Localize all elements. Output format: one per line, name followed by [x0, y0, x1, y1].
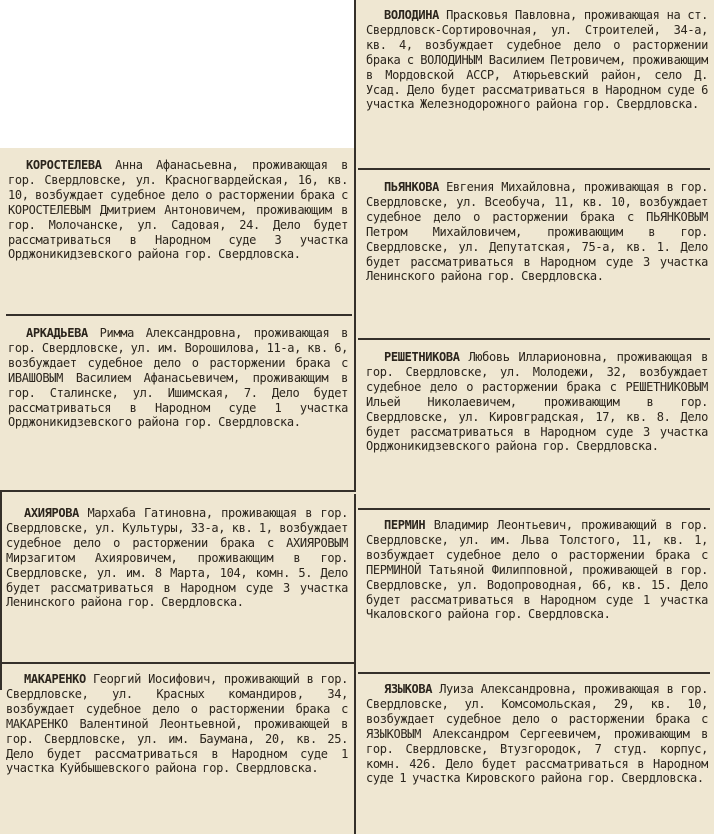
- notice-surname: РЕШЕТНИКОВА: [384, 350, 460, 364]
- notice-korosteleva: [8, 158, 348, 308]
- notice-surname: ЯЗЫКОВА: [384, 682, 433, 696]
- notice-surname: ПЬЯНКОВА: [384, 180, 439, 194]
- notice-surname: КОРОСТЕЛЕВА: [26, 158, 102, 172]
- notice-makarenko: [6, 672, 348, 824]
- notice-body: Любовь Илларионовна, проживающая в гор. Свердловске, ул. Молодежи, 32, возбуждает судебное дело о расторжении брака с РЕШЕТНИКОВЫМ Ильей Николаевичем, проживающим в гор. Свердловске, ул. Кировградская, 17, кв. 8. Дело будет рассматриваться в Народном суде 3 участка Орджоникидзевского района гор. Свердловска.: [366, 350, 708, 454]
- separator-rule: [358, 338, 710, 340]
- notice-arkadyeva: [8, 326, 348, 478]
- notice-body: Мархаба Гатиновна, проживающая в гор. Свердловске, ул. Культуры, 33-а, кв. 1, возбуждает судебное дело о расторжении брака с АХИЯРОВЫМ Мирзагитом Ахияровичем, проживающим в гор. Свердловске, ул. им. 8 Марта, 104, комн. 5. Дело будет рассматриваться в Народном суде 3 участка Ленинского района гор. Свердловска.: [6, 506, 348, 610]
- notice-volodina: [366, 8, 708, 162]
- notice-body: Евгения Михайловна, проживающая в гор. Свердловске, ул. Всеобуча, 11, кв. 10, возбуждает судебное дело о расторжении брака с ПЬЯНКОВЫМ Петром Михайловичем, проживающим в гор. Свердловске, ул. Депутатская, 75-а, кв. 1. Дело будет рассматриваться в Народном суде 3 участка Ленинского района гор. Свердловска.: [366, 180, 708, 284]
- notice-body: Владимир Леонтьевич, проживающий в гор. Свердловске, ул. им. Льва Толстого, 11, кв. 1, возбуждает судебное дело о расторжении брака с ПЕРМИНОЙ Татьяной Филипповной, проживающей в гор. Свердловске, ул. Водопроводная, 66, кв. 15. Дело будет рассматриваться в Народном суде 1 участка Чкаловского района гор. Свердловска.: [366, 518, 708, 622]
- separator-rule: [358, 168, 710, 170]
- column-divider-lower: [354, 494, 356, 834]
- notice-body: Луиза Александровна, проживающая в гор. Свердловске, ул. Комсомольская, 29, кв. 10, возбуждает судебное дело о расторжении брака с ЯЗЫКОВЫМ Александром Сергеевичем, проживающим в гор. Свердловске, Втузгородок, 7 студ. корпус, комн. 426. Дело будет рассматриваться в Народном суде 1 участка Кировского района гор. Свердловска.: [366, 682, 708, 786]
- notice-akhiyarova: [6, 506, 348, 656]
- column-divider-upper: [354, 0, 356, 490]
- left-edge-rule: [0, 490, 2, 690]
- notice-body: Римма Александровна, проживающая в гор. Свердловске, ул. им. Ворошилова, 11-а, кв. 6, возбуждает судебное дело о расторжении брака с ИВАШОВЫМ Василием Афанасьевичем, проживающим в гор. Сталинске, ул. Ишимская, 7. Дело будет рассматриваться в Народном суде 1 участка Орджоникидзевского района гор. Свердловска.: [8, 326, 348, 430]
- separator-rule: [358, 508, 710, 510]
- notice-body: Прасковья Павловна, проживающая на ст. Свердловск-Сортировочная, ул. Строителей, 34-а, кв. 4, возбуждает судебное дело о расторжении брака с ВОЛОДИНЫМ Василием Петровичем, проживающим в Мордовской АССР, Атюрьевский район, село Д. Усад. Дело будет рассматриваться в Народном суде 6 участка Железнодорожного района гор. Свердловска.: [366, 8, 708, 112]
- notice-body: Анна Афанасьевна, проживающая в гор. Свердловске, ул. Красногвардейская, 16, кв. 10, возбуждает судебное дело о расторжении брака с КОРОСТЕЛЕВЫМ Дмитрием Антоновичем, проживающим в гор. Молочанске, ул. Садовая, 24. Дело будет рассматриваться в Народном суде 3 участка Орджоникидзевского района гор. Свердловска.: [8, 158, 348, 262]
- notice-reshetnikova: [366, 350, 708, 502]
- notice-yazykova: [366, 682, 708, 832]
- notice-surname: ПЕРМИН: [384, 518, 426, 532]
- notice-surname: ВОЛОДИНА: [384, 8, 439, 22]
- notice-surname: МАКАРЕНКО: [24, 672, 86, 686]
- notice-body: Георгий Иосифович, проживающий в гор. Свердловске, ул. Красных командиров, 34, возбуждает судебное дело о расторжении брака с МАКАРЕНКО Валентиной Леонтьевной, проживающей в гор. Свердловске, ул. им. Баумана, 20, кв. 25. Дело будет рассматриваться в Народном суде 1 участка Куйбышевского района гор. Свердловска.: [6, 672, 348, 776]
- separator-rule: [0, 490, 356, 492]
- separator-rule: [6, 314, 352, 316]
- notice-surname: АХИЯРОВА: [24, 506, 79, 520]
- notice-surname: АРКАДЬЕВА: [26, 326, 88, 340]
- separator-rule: [358, 672, 710, 674]
- notice-pyankova: [366, 180, 708, 332]
- notice-permin: [366, 518, 708, 668]
- separator-rule: [0, 662, 356, 664]
